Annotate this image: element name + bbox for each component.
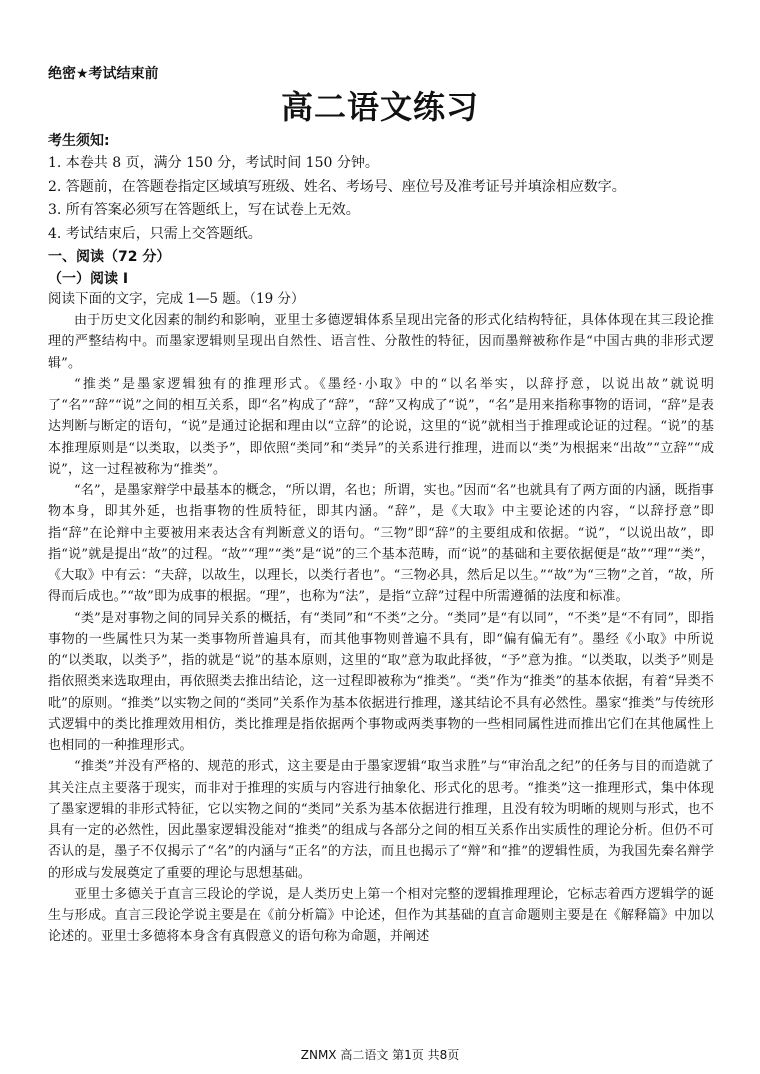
passage-paragraph-1: 由于历史文化因素的制约和影响，亚里士多德逻辑体系呈现出完备的形式化结构特征，具体体现在其三段论推理的严整结构中。而墨家逻辑则呈现出自然性、语言性、分散性的特征，因而墨辩被称作是“中国古典的非形式逻辑”。 xyxy=(48,313,714,371)
passage-paragraph-5: “推类”并没有严格的、规范的形式，这主要是由于墨家逻辑“取当求胜”与“审治乱之纪”的任务与目的而造就了其关注点主要落于现实，而非对于推理的实质与内容进行抽象化、形式化的思考。“推类”这一推理形式，集中体现了墨家逻辑的非形式特征，它以实物之间的“类同”关系为基本依据进行推理，且没有较为明晰的规则与形式，也不具有一定的必然性，因此墨家逻辑没能对“推类”的组成与各部分之间的相互关系作出实质性的理论分析。但仍不可否认的是，墨子不仅揭示了“名”的内涵与“正名”的方法，而且也揭示了“辩”和“推”的逻辑性质，为我国先秦名辩学的形成与发展奠定了重要的理论与思想基础。 xyxy=(48,759,714,881)
notice-item-4: 4. 考试结束后，只需上交答题纸。 xyxy=(48,225,262,242)
exam-title: 高二语文练习 xyxy=(280,88,479,126)
section-heading: 一、阅读（72 分） xyxy=(48,249,171,265)
page-footer: ZNMX 高二语文 第1页 共8页 xyxy=(300,1048,460,1062)
notice-heading: 考生须知: xyxy=(48,133,110,149)
passage-paragraph-4: “类”是对事物之间的同异关系的概括，有“类同”和“不类”之分。“类同”是“有以同”，“不类”是“不有同”，即指事物的一些属性只为某一类事物所普遍具有，而其他事物则普遍不具有，即“偏有偏无有”。墨经《小取》中所说的“以类取，以类予”，指的就是“说”的基本原则，这里的“取”意为取此择彼，“予”意为推。“以类取，以类予”则是指依照类来选取理由，再依照类去推出结论，这一过程即被称为“推类”。“类”作为“推类”的基本依据，有着“异类不吡”的原则。“推类”以实物之间的“类同”关系作为基本依据进行推理，遂其结论不具有必然性。墨家“推类”与传统形式逻辑中的类比推理效用相仿，类比推理是指依据两个事物或两类事物的一些相同属性进而推出它们在其他属性上也相同的一种推理形式。 xyxy=(48,610,714,753)
candidate-notice xyxy=(48,130,716,290)
passage-paragraph-2: “推类”是墨家逻辑独有的推理形式。《墨经·小取》中的“以名举实，以辞抒意，以说出故”就说明了“名”“辞”“说”之间的相互关系，即“名”构成了“辞”，“辞”又构成了“说”，“名”是用来指称事物的语词，“辞”是表达判断与断定的语句，“说”是通过论据和理由以“立辞”的论说，这里的“说”就相当于推理或论证的过程。“说”的基本推理原则是“以类取，以类予”，即依照“类同”和“类异”的关系进行推理，进而以“类”为根据来“出故”“立辞”“成说”，这一过程被称为“推类”。 xyxy=(48,376,714,477)
reading-passage xyxy=(48,289,714,948)
notice-item-3: 3. 所有答案必须写在答题纸上，写在试卷上无效。 xyxy=(48,202,360,218)
secret-label: 绝密★考试结束前 xyxy=(48,66,159,82)
subsection-heading: （一）阅读 I xyxy=(48,271,129,287)
question-instruction: 阅读下面的文字，完成 1—5 题。（19 分） xyxy=(48,291,305,307)
passage-paragraph-3: “名”，是墨家辩学中最基本的概念，“所以谓，名也；所谓，实也。”因而“名”也就具有了两方面的内涵，既指事物本身，即其外延，也指事物的性质特征，即其内涵。“辞”，是《大取》中主要论述的内容，“以辞抒意”即指“辞”在论辩中主要被用来表达含有判断意义的语句。“三物”即“辞”的主要组成和依据。“说”，“以说出故”，即指“说”就是提出“故”的过程。“故”“理”“类”是“说”的三个基本范畴，而“说”的基础和主要依据便是“故”“理”“类”，《大取》中有云：“夫辞，以故生，以理长，以类行者也”。“三物必具，然后足以生。”“故”为“三物”之首，“故，所得而后成也。”“故”即为成事的根据。“理”，也称为“法”，是指“立辞”过程中所需遵循的法度和标准。 xyxy=(48,483,714,605)
passage-paragraph-6: 亚里士多德关于直言三段论的学说，是人类历史上第一个相对完整的逻辑推理理论，它标志着西方逻辑学的诞生与形成。直言三段论学说主要是在《前分析篇》中论述，但作为其基础的直言命题则主要是在《解释篇》中加以论述的。亚里士多德将本身含有真假意义的语句称为命题，并阐述 xyxy=(48,886,714,945)
notice-item-1: 1. 本卷共 8 页，满分 150 分，考试时间 150 分钟。 xyxy=(48,155,379,171)
notice-item-2: 2. 答题前，在答题卷指定区域填写班级、姓名、考场号、座位号及准考证号并填涂相应数字。 xyxy=(48,178,626,195)
